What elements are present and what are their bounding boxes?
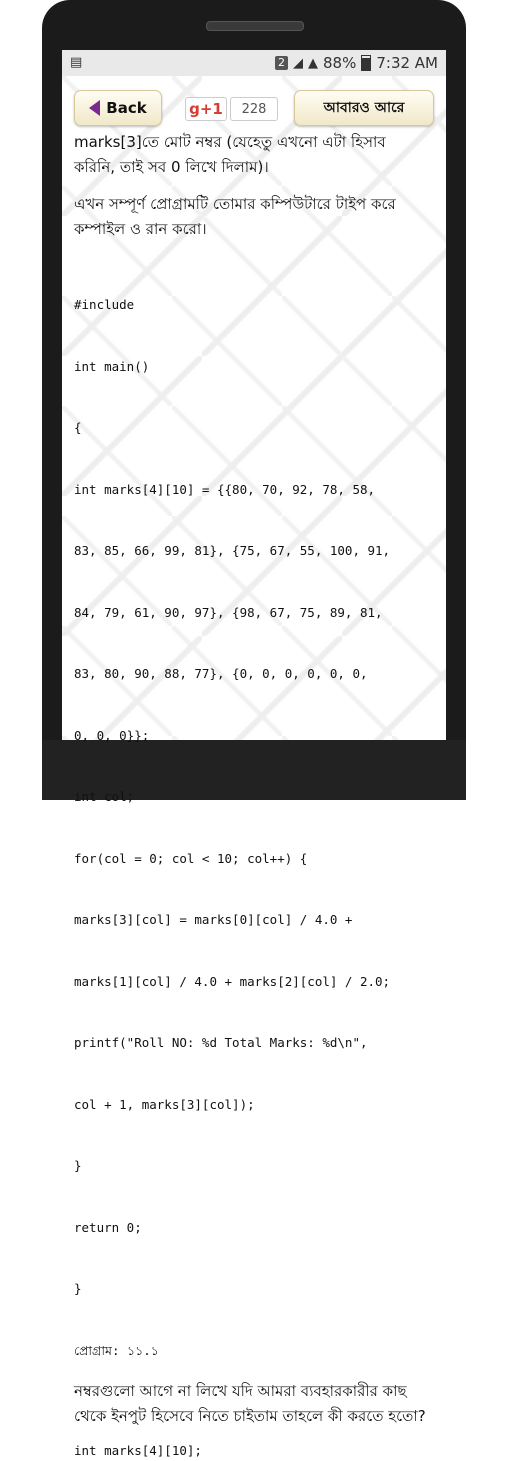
article-paragraph-2: নম্বরগুলো আগে না লিখে যদি আমরা ব্যবহারকারীর কাছ থেকে ইনপুট হিসেবে নিতে চাইতাম তাহলে কী করতে হতো? <box>74 1379 438 1429</box>
code-block <box>74 254 438 1341</box>
signal-icon: ◢ <box>293 56 303 71</box>
back-button-label: Back <box>106 99 146 117</box>
again-button[interactable]: আবারও আরে <box>294 90 434 126</box>
status-right-group <box>275 54 438 72</box>
code-line: 83, 80, 90, 88, 77}, {0, 0, 0, 0, 0, 0, <box>74 664 438 685</box>
code-line: marks[1][col] / 4.0 + marks[2][col] / 2.0; <box>74 972 438 993</box>
battery-percent: 88% <box>323 54 356 72</box>
code-line: } <box>74 1279 438 1300</box>
code-line: marks[3][col] = marks[0][col] / 4.0 + <box>74 910 438 931</box>
code-line: 0, 0, 0}}; <box>74 726 438 747</box>
content-area[interactable] <box>62 76 446 740</box>
toolbar <box>62 82 446 126</box>
partial-line-2: করিনি, তাই সব 0 লিখে দিলাম)। <box>74 155 438 180</box>
code-line: return 0; <box>74 1218 438 1239</box>
clock: 7:32 AM <box>376 54 438 72</box>
code-line: { <box>74 418 438 439</box>
article <box>74 138 438 1461</box>
article-paragraph-partial <box>74 130 438 180</box>
code-line: int marks[4][10] = {{80, 70, 92, 78, 58, <box>74 480 438 501</box>
google-plus-one-button[interactable]: g+1 <box>185 97 227 121</box>
back-button[interactable] <box>74 90 162 126</box>
sim-badge: 2 <box>275 56 288 70</box>
code-line: int col; <box>74 787 438 808</box>
code-line: int main() <box>74 357 438 378</box>
signal-bars-icon: ▲ <box>308 56 318 71</box>
code-line: printf("Roll NO: %d Total Marks: %d\n", <box>74 1033 438 1054</box>
notification-icon: ▤ <box>70 55 82 70</box>
back-arrow-icon <box>89 100 100 116</box>
code-line: 84, 79, 61, 90, 97}, {98, 67, 75, 89, 81, <box>74 603 438 624</box>
code-line: 83, 85, 66, 99, 81}, {75, 67, 55, 100, 91, <box>74 541 438 562</box>
code-line: } <box>74 1156 438 1177</box>
code-line: #include <box>74 295 438 316</box>
article-paragraph-1: এখন সম্পূর্ণ প্রোগ্রামটি তোমার কম্পিউটারে টাইপ করে কম্পাইল ও রান করো। <box>74 192 438 242</box>
code-line: for(col = 0; col < 10; col++) { <box>74 849 438 870</box>
screen <box>62 50 446 740</box>
code-line: col + 1, marks[3][col]); <box>74 1095 438 1116</box>
code-block-2: int marks[4][10]; <box>74 1441 438 1461</box>
speaker-grille <box>206 21 304 31</box>
partial-line-1: marks[3]তে মোট নম্বর (যেহেতু এখনো এটা হিসাব <box>74 130 438 155</box>
code-caption: প্রোগ্রাম: ১১.১ <box>74 1341 438 1361</box>
status-bar <box>62 50 446 76</box>
google-plus-count: 228 <box>230 97 278 121</box>
battery-icon <box>361 55 371 71</box>
